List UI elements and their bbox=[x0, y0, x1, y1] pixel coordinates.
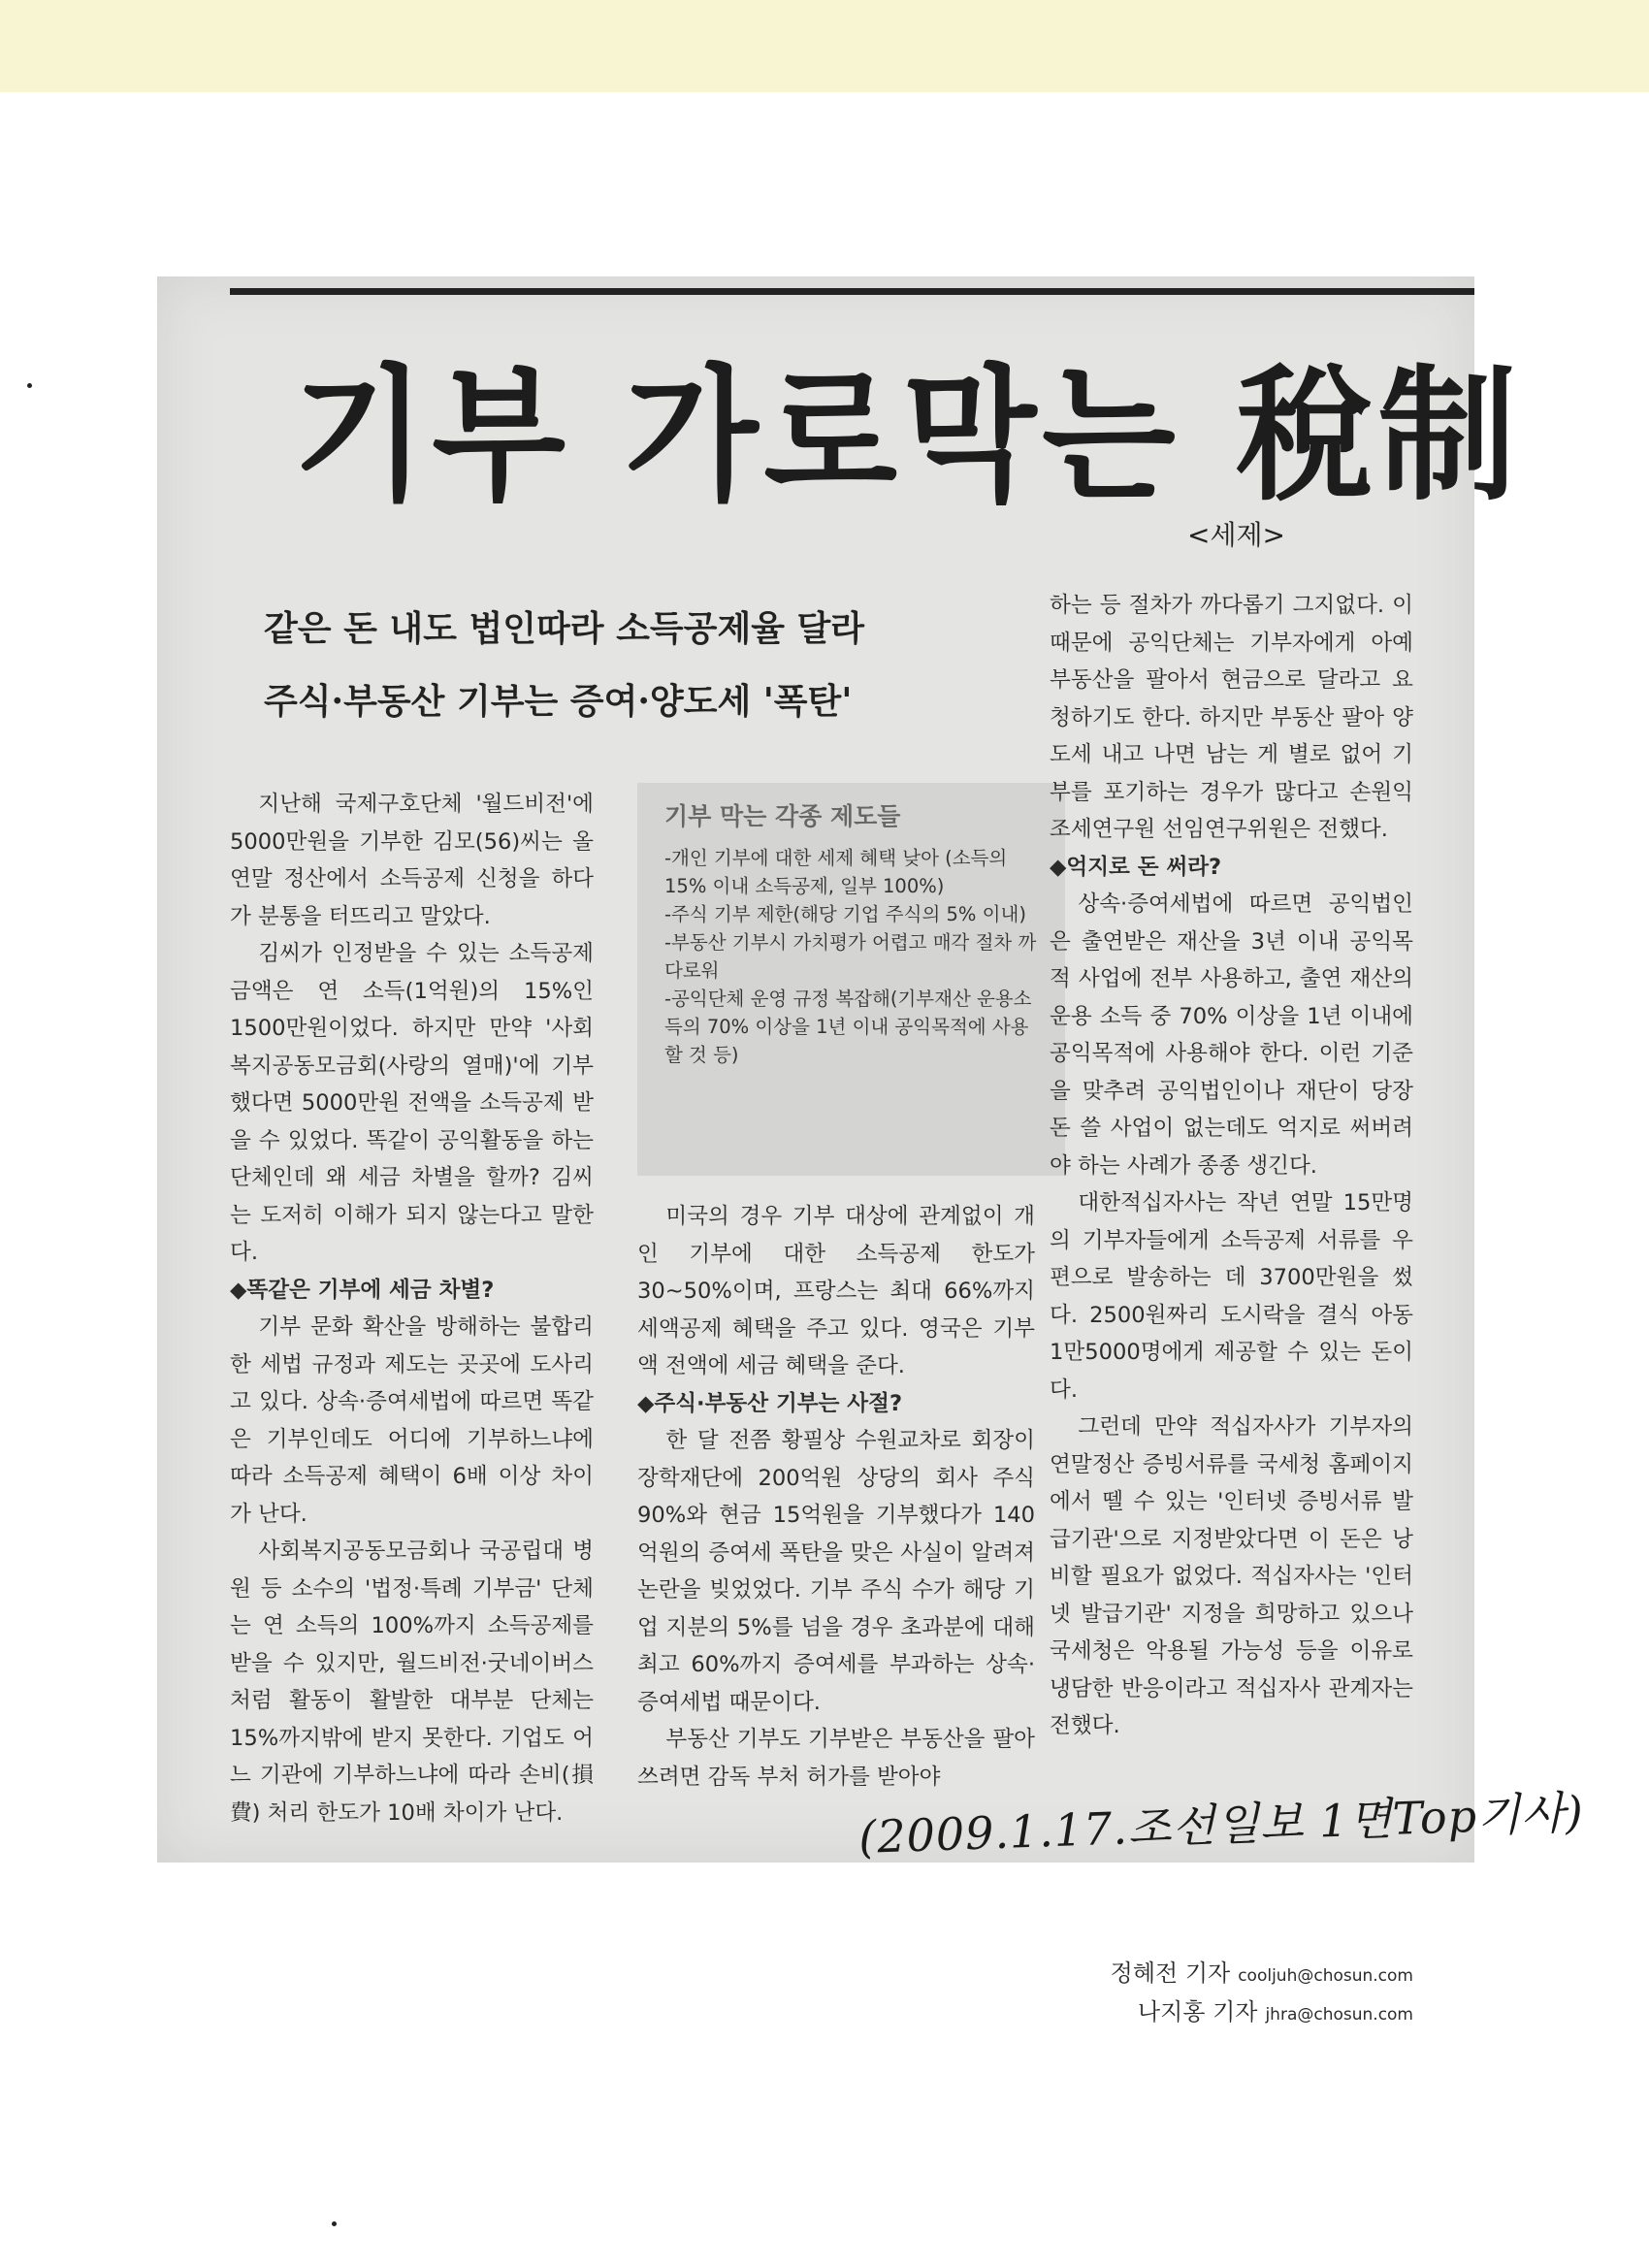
article-column-3 bbox=[1050, 587, 1413, 2025]
section-subhead: ◆똑같은 기부에 세금 차별? bbox=[230, 1277, 495, 1303]
headline-rule bbox=[230, 288, 1474, 295]
sidebar-title: 기부 막는 각종 제도들 bbox=[664, 802, 901, 830]
byline bbox=[1050, 1993, 1413, 2033]
paragraph: 대한적십자사는 작년 연말 15만명의 기부자들에게 소득공제 서류를 우편으로 발송하는 데 3700만원을 썼다. 2500원짜리 도시락을 결식 아동 1만5000명에게 제공할 수 있는 돈이다. bbox=[1050, 1190, 1413, 1403]
subheadline-2: 주식·부동산 기부는 증여·양도세 '폭탄' bbox=[264, 681, 853, 722]
scan-speck bbox=[332, 2221, 337, 2226]
paragraph: 한 달 전쯤 황필상 수원교차로 회장이 장학재단에 200억원 상당의 회사 주식 90%와 현금 15억원을 기부했다가 140억원의 증여세 폭탄을 맞은 사실이 알려져 논란을 빚었었다. 기부 주식 수가 해당 기업 지분의 5%를 넘을 경우 초과분에 대해 최고 60%까지 증여세를 부과하는 상속·증여세법 때문이다. bbox=[637, 1428, 1035, 1715]
scan-speck bbox=[27, 383, 32, 388]
paragraph: 미국의 경우 기부 대상에 관계없이 개인 기부에 대한 소득공제 한도가 30~50%이며, 프랑스는 최대 66%까지 세액공제 혜택을 주고 있다. 영국은 기부액 전액에 세금 혜택을 준다. bbox=[637, 1204, 1035, 1378]
byline-email: cooljuh@chosun.com bbox=[1238, 1966, 1413, 1986]
headline: 기부 가로막는 稅制 bbox=[293, 352, 1523, 521]
paragraph: 부동산 기부도 기부받은 부동산을 팔아 쓰려면 감독 부처 허가를 받아야 bbox=[637, 1727, 1035, 1790]
newspaper-clipping bbox=[157, 276, 1523, 2025]
paragraph: 상속·증여세법에 따르면 공익법인은 출연받은 재산을 3년 이내 공익목적 사업에 전부 사용하고, 출연 재산의 운용 소득 중 70% 이상을 1년 이내에 공익목적에 사용해야 한다. 이런 기준을 맞추려 공익법인이나 재단이 당장 돈 쓸 사업이 없는데도 억지로 써버려야 하는 사례가 종종 생긴다. bbox=[1050, 891, 1413, 1179]
article-column-2 bbox=[637, 1198, 1035, 1796]
paragraph: 기부 문화 확산을 방해하는 불합리한 세법 규정과 제도는 곳곳에 도사리고 있다. 상속·증여세법에 따르면 똑같은 기부인데도 어디에 기부하느냐에 따라 소득공제 혜택이 6배 이상 차이가 난다. bbox=[230, 1314, 594, 1527]
paragraph: 김씨가 인정받을 수 있는 소득공제 금액은 연 소득(1억원)의 15%인 1500만원이었다. 하지만 만약 '사회복지공동모금회(사랑의 열매)'에 기부했다면 5000만원 전액을 소득공제 받을 수 있었다. 똑같이 공익활동을 하는 단체인데 왜 세금 차별을 할까? 김씨는 도저히 이해가 되지 않는다고 말한다. bbox=[230, 941, 594, 1265]
byline-name: 나지홍 기자 bbox=[1137, 1998, 1258, 2025]
paragraph: 하는 등 절차가 까다롭기 그지없다. 이 때문에 공익단체는 기부자에게 아예 부동산을 팔아서 현금으로 달라고 요청하기도 한다. 하지만 부동산 팔아 양도세 내고 나면 남는 게 별로 없어 기부를 포기하는 경우가 많다고 손원익 조세연구원 선임연구위원은 전했다. bbox=[1050, 593, 1413, 842]
sidebar-item: -공익단체 운영 규정 복잡해(기부재산 운용소득의 70% 이상을 1년 이내 공익목적에 사용할 것 등) bbox=[664, 988, 1032, 1066]
byline-name: 정혜전 기자 bbox=[1110, 1960, 1231, 1987]
headline-reading-note: <세제> bbox=[1187, 519, 1286, 551]
sidebar-item: -주식 기부 제한(해당 기업 주식의 5% 이내) bbox=[664, 903, 1026, 925]
handwritten-note: (2009.1.17.조선일보 1면Top기사) bbox=[857, 1785, 1585, 1864]
scan-yellow-strip bbox=[0, 0, 1649, 92]
byline bbox=[1050, 1955, 1413, 1994]
sidebar-box bbox=[637, 783, 1065, 1176]
byline-email: jhra@chosun.com bbox=[1265, 2005, 1413, 2025]
sidebar-item: -부동산 기부시 가치평가 어렵고 매각 절차 까다로워 bbox=[664, 931, 1037, 982]
section-subhead: ◆주식·부동산 기부는 사절? bbox=[637, 1390, 903, 1416]
subheadline-1: 같은 돈 내도 법인따라 소득공제율 달라 bbox=[264, 608, 865, 649]
article-column-1 bbox=[230, 786, 594, 1831]
paragraph: 사회복지공동모금회나 국공립대 병원 등 소수의 '법정·특례 기부금' 단체는 연 소득의 100%까지 소득공제를 받을 수 있지만, 월드비전·굿네이버스처럼 활동이 활발한 대부분 단체는 15%까지밖에 받지 못한다. 기업도 어느 기관에 기부하느냐에 따라 손비(損費) 처리 한도가 10배 차이가 난다. bbox=[230, 1539, 594, 1826]
section-subhead: ◆억지로 돈 써라? bbox=[1050, 854, 1222, 880]
paragraph: 그런데 만약 적십자사가 기부자의 연말정산 증빙서류를 국세청 홈페이지에서 뗄 수 있는 '인터넷 증빙서류 발급기관'으로 지정받았다면 이 돈은 낭비할 필요가 없었다. 적십자사는 '인터넷 발급기관' 지정을 희망하고 있으나 국세청은 악용될 가능성 등을 이유로 냉담한 반응이라고 적십자사 관계자는 전했다. bbox=[1050, 1414, 1413, 1738]
paragraph: 지난해 국제구호단체 '월드비전'에 5000만원을 기부한 김모(56)씨는 올 연말 정산에서 소득공제 신청을 하다가 분통을 터뜨리고 말았다. bbox=[230, 792, 594, 929]
sidebar-item: -개인 기부에 대한 세제 혜택 낮아 (소득의 15% 이내 소득공제, 일부 100%) bbox=[664, 847, 1008, 897]
